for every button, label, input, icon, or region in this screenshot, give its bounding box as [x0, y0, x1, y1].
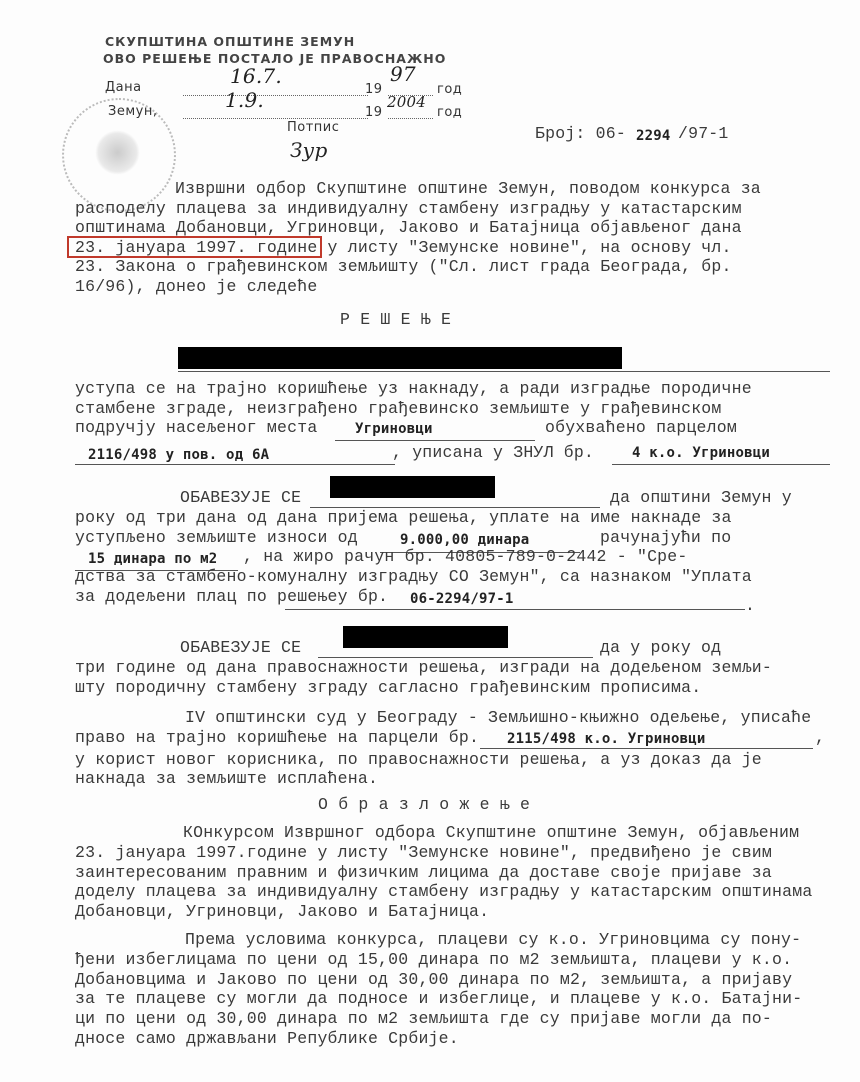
stamp-year-prefix-2: 19: [365, 105, 383, 120]
redaction-name-1: [178, 347, 622, 369]
obligation1-line: за додељени плац по решењеу бр.: [75, 587, 389, 606]
intro-line: 16/96), донео је следеће: [75, 277, 318, 296]
signature: Зур: [290, 138, 328, 162]
stamp-year-1: 97: [390, 62, 416, 86]
seal-emblem: [95, 130, 140, 175]
name-underline: [178, 371, 830, 372]
obligation2-line: три године од дана правоснажности решења, изгради на додељеном земљи-: [75, 658, 773, 677]
reasoning2-line: дносе само држављани Републике Србије.: [75, 1029, 459, 1048]
stamp-potpis-label: Потпис: [287, 120, 340, 135]
intro-line: Извршни одбор Скупштине општине Земун, поводом конкурса за: [175, 179, 761, 198]
grant-line: подручју насељеног места: [75, 418, 318, 437]
place-underline: [335, 440, 535, 441]
reasoning1-line: 23. јануара 1997.године у листу "Земунске новине", предвиђено је свим: [75, 843, 773, 862]
obligation1-start: ОБАВЕЗУЈЕ СЕ: [180, 488, 302, 507]
reasoning1-line: заинтересованим правним и физичким лицима да доставе своје пријаве за: [75, 863, 773, 882]
year-line-2: [388, 118, 433, 119]
reasoning2-line: ци по цени од 30,00 динара по м2 земљишта где су пријаве могли да по-: [75, 1009, 773, 1028]
stamp-dana-label: Дана: [105, 80, 142, 95]
grant-znul: 4 к.о. Угриновци: [632, 445, 771, 461]
date-line-2: [183, 118, 368, 119]
reasoning-heading: О б р а з л о ж е њ е: [318, 795, 531, 814]
obligation1-line: року од три дана од дана пријема решења, уплате на име накнаде за: [75, 508, 732, 527]
date-line-1: [183, 95, 368, 96]
court-parcel: 2115/498 к.о. Угриновци: [507, 731, 706, 747]
stamp-date-2: 1.9.: [225, 88, 264, 112]
obligation1-amount: 9.000,00 динара: [400, 532, 530, 548]
stamp-year-2: 2004: [387, 93, 426, 111]
znul-underline: [612, 464, 830, 465]
reasoning2-line: за те плацеве су могли да подносе и избеглице, и плацеве у к.о. Батајни-: [75, 989, 803, 1008]
court-line: право на трајно коришћење на парцели бр.: [75, 728, 480, 747]
stamp-god-2: год: [437, 105, 463, 120]
stamp-line-1: СКУПШТИНА ОПШТИНЕ ЗЕМУН: [105, 34, 356, 49]
obligation2-end: да у року од: [600, 638, 722, 657]
broj-label: Број: 06-: [535, 124, 626, 143]
reasoning1-line: Добановци, Угриновци, Јаково и Батајница.: [75, 902, 490, 921]
intro-line: 23. Закона о грађевинском земљишту ("Сл. лист града Београда, бр.: [75, 257, 732, 276]
intro-line: 23. јануара 1997. године у листу "Земунске новине", на основу чл.: [75, 238, 732, 257]
court-line: IV општински суд у Београду - Земљишно-књижно одељење, уписаће: [185, 708, 812, 727]
redaction-name-2: [330, 476, 495, 498]
grant-covered: обухваћено парцелом: [545, 418, 737, 437]
redaction-name-3: [343, 626, 508, 648]
stamp-year-prefix-1: 19: [365, 82, 383, 97]
obligation1-rate: 15 динара по м2: [88, 551, 218, 567]
grant-line: уступа се на трајно коришћење уз накнаду, а ради изградње породичне: [75, 379, 752, 398]
reasoning2-line: Према условима конкурса, плацеви су к.о. Угриновцима су пону-: [185, 930, 802, 949]
court-line: у корист новог корисника, по правоснажности решења, а уз доказ да је: [75, 750, 762, 769]
obligation2-start: ОБАВЕЗУЈЕ СЕ: [180, 638, 302, 657]
grant-registered: , уписана у ЗНУЛ бр.: [392, 443, 595, 462]
ref-underline: [285, 609, 745, 610]
grant-parcel: 2116/498 у пов. од 6А: [88, 447, 270, 463]
stamp-zemun-label: Земун,: [108, 104, 158, 119]
court-line: накнада за земљиште исплаћена.: [75, 769, 379, 788]
stamp-date-1: 16.7.: [230, 64, 282, 88]
stamp-line-2: ОВО РЕШЕЊЕ ПОСТАЛО ЈЕ ПРАВОСНАЖНО: [103, 51, 447, 66]
obligation2-line: шту породичну стамбену зграду сагласно грађевинским прописима.: [75, 678, 702, 697]
intro-line: расподелу плацева за индивидуалну стамбену изградњу у катастарским: [75, 199, 742, 218]
intro-line: општинама Добановци, Угриновци, Јаково и Батајница објављеног дана: [75, 218, 742, 237]
reasoning1-line: КОнкурсом Извршног одбора Скупштине општине Земун, објављеним: [183, 823, 800, 842]
reasoning1-line: доделу плацева за индивидуалну стамбену изградњу у катастарским општинама: [75, 882, 813, 901]
obligation1-line: дства за стамбено-комуналну изградњу СО Земун", са назнаком "Уплата: [75, 567, 752, 586]
obligation1-dot: .: [745, 596, 756, 615]
reasoning2-line: ђени избеглицама по цени од 15,00 динара по м2 земљишта, плацеви у к.о.: [75, 950, 793, 969]
obligation1-line: уступљено земљиште износи од: [75, 528, 358, 547]
obligation1-ref: 06-2294/97-1: [410, 591, 514, 607]
obligation1-line: рачунајући по: [600, 528, 732, 547]
resenje-heading: Р Е Ш Е Њ Е: [340, 310, 452, 329]
obligation1-end: да општини Земун у: [610, 488, 792, 507]
broj-suffix: /97-1: [678, 124, 729, 143]
grant-place: Угриновци: [355, 421, 433, 437]
broj-number: 2294: [636, 128, 671, 144]
grant-line: стамбене зграде, неизграђено грађевинско земљиште у грађевинском: [75, 399, 722, 418]
court-comma: ,: [815, 728, 826, 747]
reasoning2-line: Добановцима и Јаково по цени од 30,00 динара по м2, земљишта, а пријаву: [75, 970, 793, 989]
stamp-god-1: год: [437, 82, 463, 97]
obligation1-line: , на жиро рачун бр. 40805-789-0-2442 - "Сре-: [243, 547, 688, 566]
